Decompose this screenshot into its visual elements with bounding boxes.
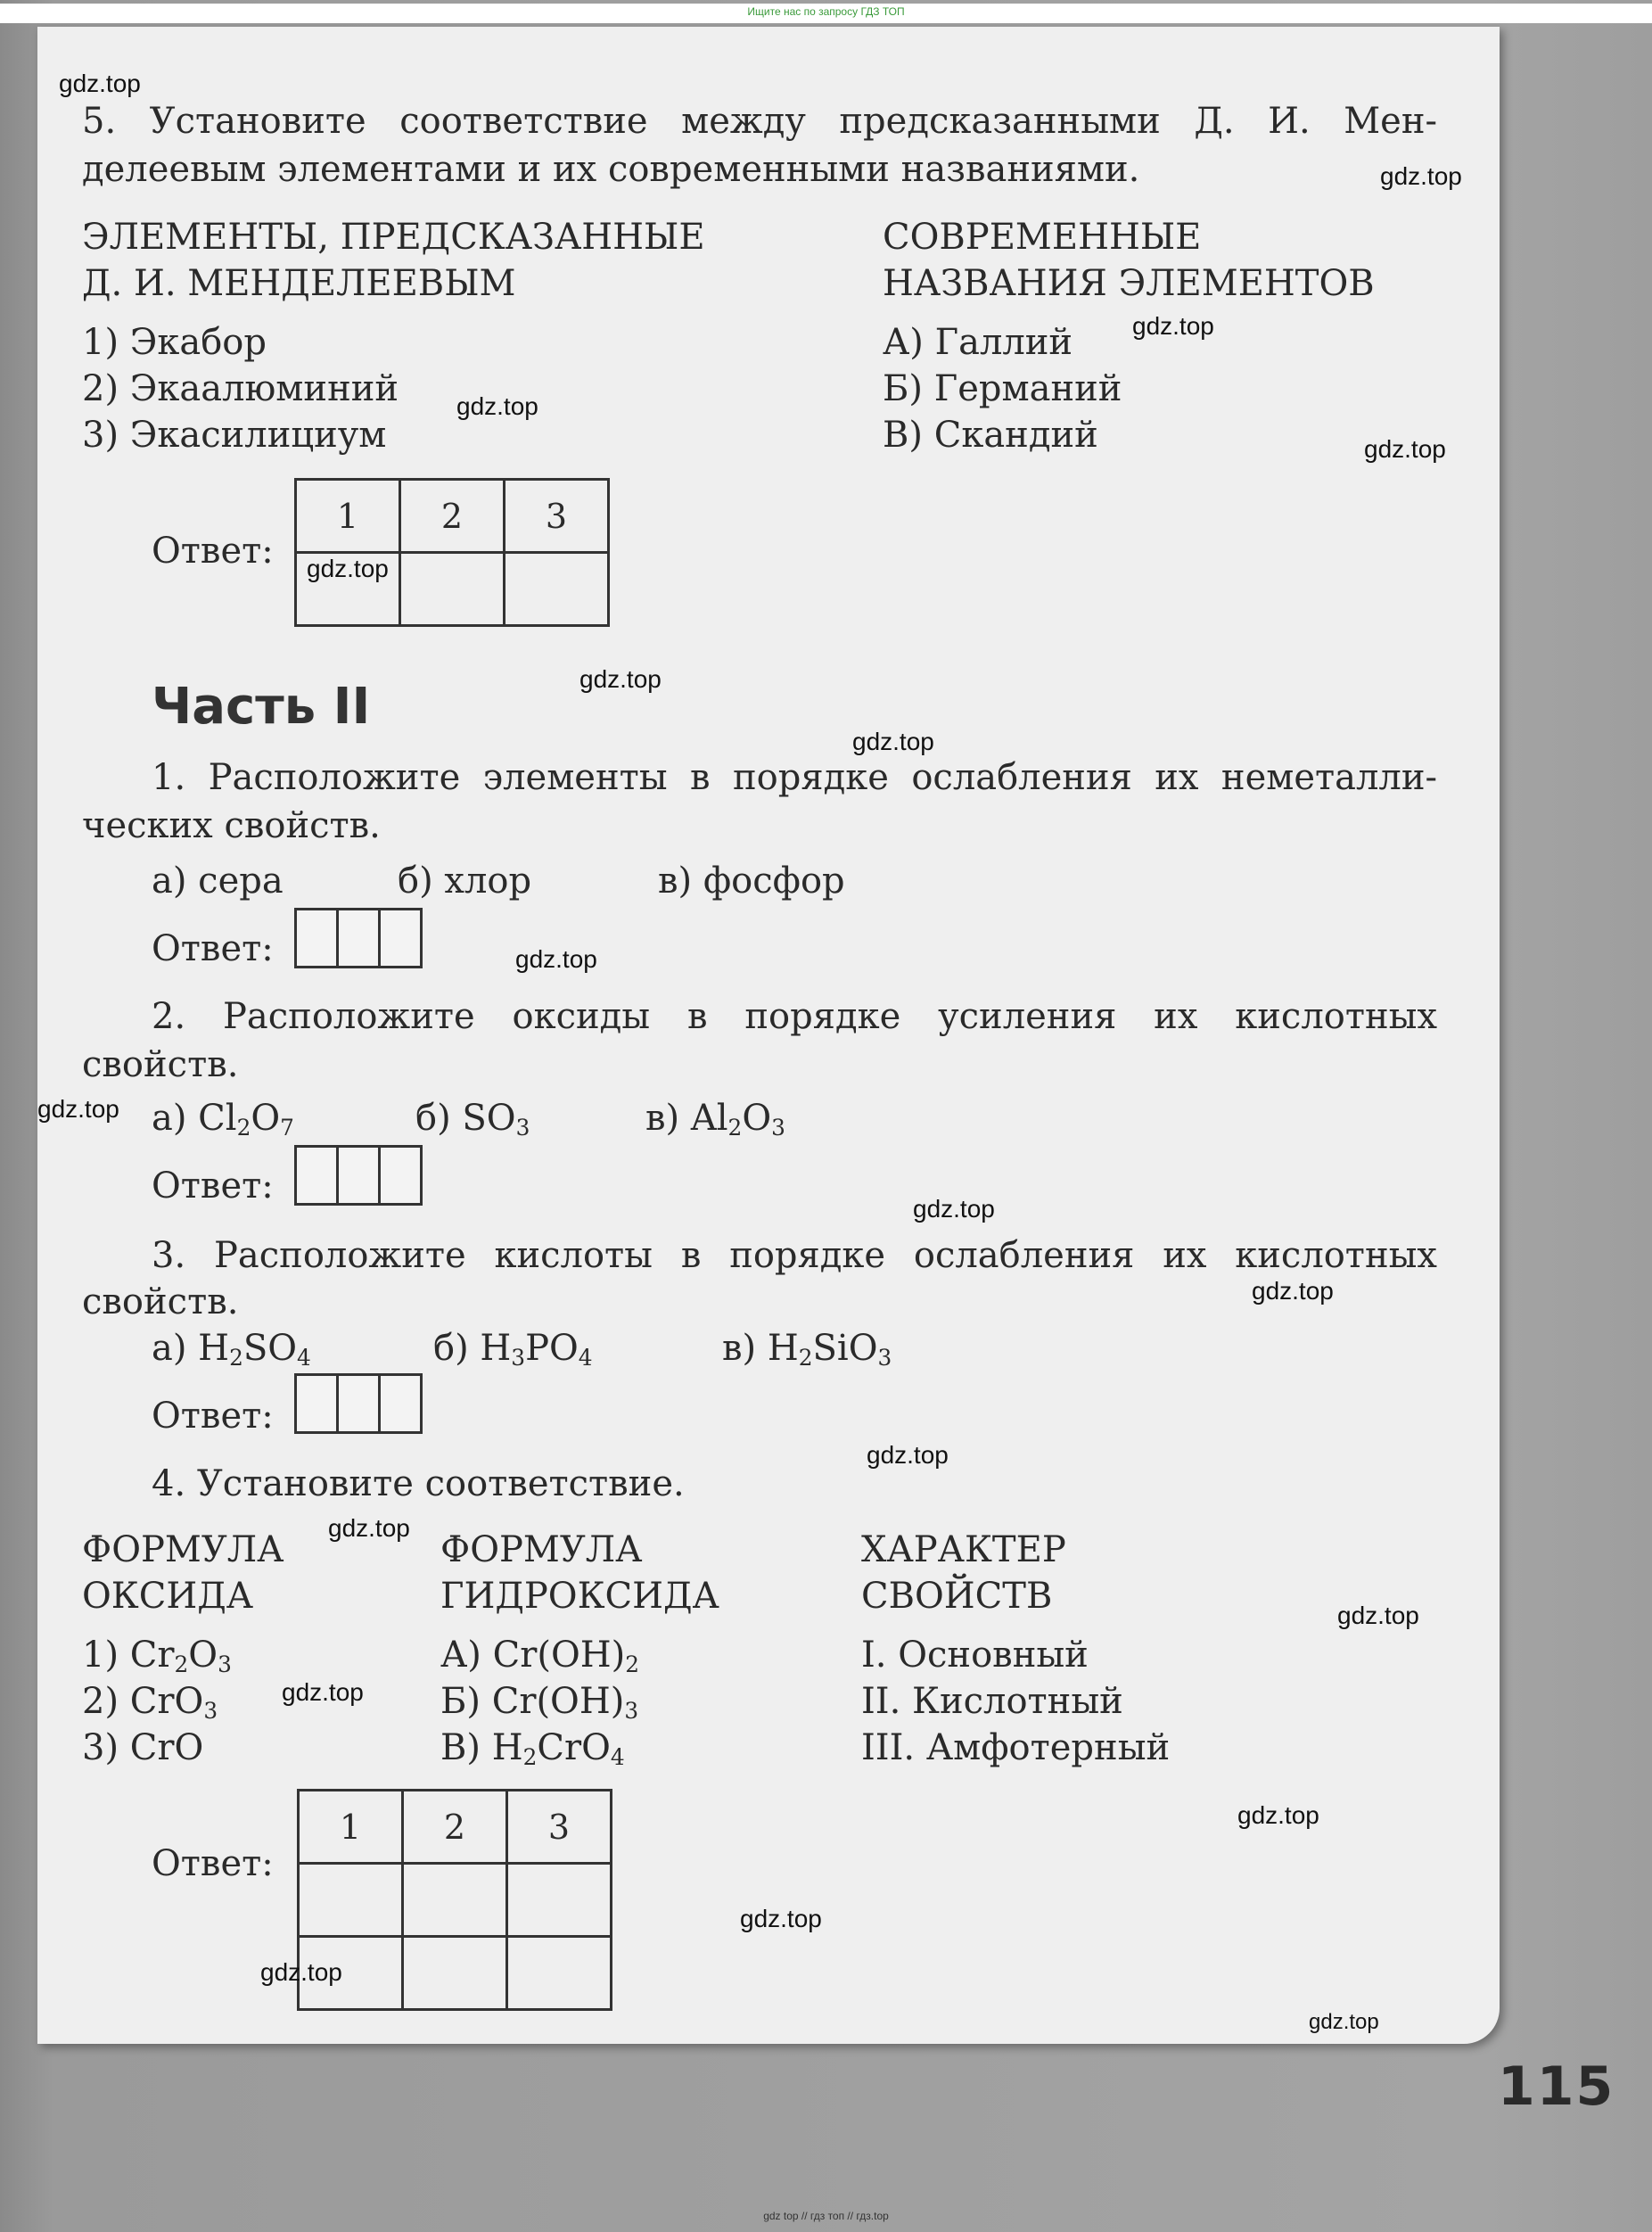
q4-col2-item-c: В) $H_2CrO_4$ [440,1727,625,1771]
task5-right-header1: СОВРЕМЕННЫЕ [883,217,1202,258]
task5-answer-header-1: 1 [296,480,400,553]
q4-col1-item-1: 1) $Cr_2O_3$ [82,1635,232,1678]
q3-option-c-formula: $H_2SiO_3$ [767,1328,892,1371]
q2-option-c [645,1095,785,1141]
q3-answer-label: Ответ: [152,1396,274,1437]
q2-option-a [152,1095,294,1141]
task5-line1: 5. Установите соответствие между предсказанными Д. И. Мен- [82,101,1437,142]
q4-answer-table [297,1789,612,2011]
task5-answer-label: Ответ: [152,531,274,572]
q4-col3-item-3: III. Амфотерный [861,1727,1171,1768]
q4-col3-header1: ХАРАКТЕР [861,1529,1066,1570]
watermark: gdz.top [328,1514,410,1542]
task5-answer-cell-2[interactable] [400,553,505,626]
watermark: gdz.top [867,1441,949,1469]
q3-line1: 3. Расположите кислоты в порядке ослабления их кислотных [152,1235,1437,1276]
task5-left-item-1: 1) Экабор [82,322,267,363]
task5-answer-cell-3[interactable] [505,553,609,626]
q3-answer-boxes [297,1373,423,1434]
q4-col1-item-3: 3) CrO [82,1727,204,1768]
q4-answer-cell-2a[interactable] [403,1864,507,1937]
watermark: gdz.top [1237,1801,1319,1829]
q2-answer-boxes [297,1145,423,1206]
task5-left-item-3: 3) Экасилициум [82,415,387,456]
q4-col2-item-a-formula: $Cr(OH)_2$ [492,1635,640,1678]
q2-option-b [415,1095,530,1141]
q2-answer-box[interactable] [336,1145,381,1206]
watermark: gdz.top [1252,1277,1334,1305]
watermark: gdz.top [282,1678,364,1706]
q4-col2-item-c-formula: $H_2CrO_4$ [491,1727,625,1771]
q4-col1-item-2: 2) CrO$_3$ [82,1681,218,1725]
q2-line2: свойств. [82,1044,239,1085]
watermark: gdz.top [260,1958,342,1986]
task5-answer-header-2: 2 [400,480,505,553]
watermark: gdz.top [515,945,597,973]
q4-answer-header-2: 2 [403,1791,507,1864]
task5-left-header1: ЭЛЕМЕНТЫ, ПРЕДСКАЗАННЫЕ [82,217,705,258]
task5-answer-table [294,478,610,627]
q3-answer-box[interactable] [336,1373,381,1434]
task5-left-item-2: 2) Экаалюминий [82,368,399,409]
q4-col2-header2: ГИДРОКСИДА [440,1576,719,1617]
q4-col2-header1: ФОРМУЛА [440,1529,643,1570]
q4-answer-cell-1a[interactable] [299,1864,403,1937]
q3-option-b [433,1325,593,1371]
bottom-footer: gdz top // гдз топ // гдз.top [763,2210,889,2222]
q3-answer-box[interactable] [294,1373,339,1434]
watermark: gdz.top [1364,435,1446,463]
q4-col1-item-1-formula: $Cr_2O_3$ [129,1635,232,1678]
watermark: gdz.top [1337,1602,1419,1629]
q4-col1-header2: ОКСИДА [82,1576,254,1617]
q2-answer-box[interactable] [378,1145,423,1206]
q1-answer-box[interactable] [378,908,423,968]
q1-option-c: в) фосфор [658,861,845,902]
q4-col3-header2: СВОЙСТВ [861,1576,1053,1617]
q2-option-a-formula: $Cl_2O_7$ [198,1098,294,1141]
q2-option-c-prefix: в) [645,1098,691,1139]
q4-answer-label: Ответ: [152,1843,274,1884]
q3-option-a-prefix: а) [152,1328,199,1369]
q4-col3-item-1: I. Основный [861,1635,1089,1676]
task5-line2: делеевым элементами и их современными названиями. [82,149,1140,190]
q1-option-b: б) хлор [398,861,532,902]
q4-answer-cell-3b[interactable] [507,1937,612,2010]
watermark: gdz.top [307,555,389,582]
task5-right-item-a: А) Галлий [883,322,1073,363]
watermark: gdz.top [456,392,538,420]
q4-col2-item-a: А) $Cr(OH)_2$ [440,1635,640,1678]
watermark: gdz.top [913,1195,995,1223]
q3-option-a-formula: $H_2SO_4$ [198,1328,311,1371]
q4-line1: 4. Установите соответствие. [152,1463,685,1504]
q3-option-c [722,1325,892,1371]
q1-answer-box[interactable] [336,908,381,968]
watermark: gdz.top [579,665,662,693]
watermark: gdz.top [852,728,934,755]
q2-option-b-prefix: б) [415,1098,463,1139]
task5-left-header2: Д. И. МЕНДЕЛЕЕВЫМ [82,263,516,304]
q4-col2-item-b-formula: $Cr(OH)_3$ [491,1681,639,1725]
q3-option-a [152,1325,311,1371]
part2-title: Часть II [152,678,371,736]
q2-answer-label: Ответ: [152,1165,274,1207]
watermark: gdz.top [37,1095,119,1123]
q4-col2-item-b: Б) $Cr(OH)_3$ [440,1681,639,1725]
q4-col1-item-3-formula: CrO [129,1727,204,1768]
q2-option-b-formula: $SO_3$ [462,1098,530,1141]
q3-option-b-formula: $H_3PO_4$ [480,1328,593,1371]
task5-right-item-b: Б) Германий [883,368,1122,409]
q2-option-a-prefix: а) [152,1098,199,1139]
watermark: gdz.top [1380,162,1462,190]
q1-line2: ческих свойств. [82,805,381,846]
q2-line1: 2. Расположите оксиды в порядке усиления их кислотных [152,996,1437,1037]
task5-answer-header-3: 3 [505,480,609,553]
q1-line1: 1. Расположите элементы в порядке ослабления их неметалли- [152,757,1437,798]
q4-answer-header-1: 1 [299,1791,403,1864]
q1-answer-box[interactable] [294,908,339,968]
q4-answer-header-3: 3 [507,1791,612,1864]
q4-col1-item-2-formula: CrO$_3$ [129,1681,218,1725]
q1-answer-label: Ответ: [152,928,274,969]
q1-answer-boxes [297,908,423,968]
q2-option-c-formula: $Al_2O_3$ [690,1098,785,1141]
q3-answer-box[interactable] [378,1373,423,1434]
q3-option-b-prefix: б) [433,1328,481,1369]
watermark: gdz.top [1309,2010,1379,2034]
page-number: 115 [1498,2055,1615,2118]
q3-option-c-prefix: в) [722,1328,768,1369]
q1-option-a: а) сера [152,861,284,902]
watermark: gdz.top [1132,312,1214,340]
task5-right-item-c: В) Скандий [883,415,1098,456]
watermark: gdz.top [740,1905,822,1932]
q4-col3-item-2: II. Кислотный [861,1681,1123,1722]
q4-answer-cell-3a[interactable] [507,1864,612,1937]
task5-right-header2: НАЗВАНИЯ ЭЛЕМЕНТОВ [883,263,1375,304]
top-banner: Ищите нас по запросу ГДЗ ТОП [0,4,1652,23]
q4-answer-cell-2b[interactable] [403,1937,507,2010]
q3-line2: свойств. [82,1281,239,1322]
q4-col1-header1: ФОРМУЛА [82,1529,284,1570]
watermark: gdz.top [59,70,141,97]
q2-answer-box[interactable] [294,1145,339,1206]
